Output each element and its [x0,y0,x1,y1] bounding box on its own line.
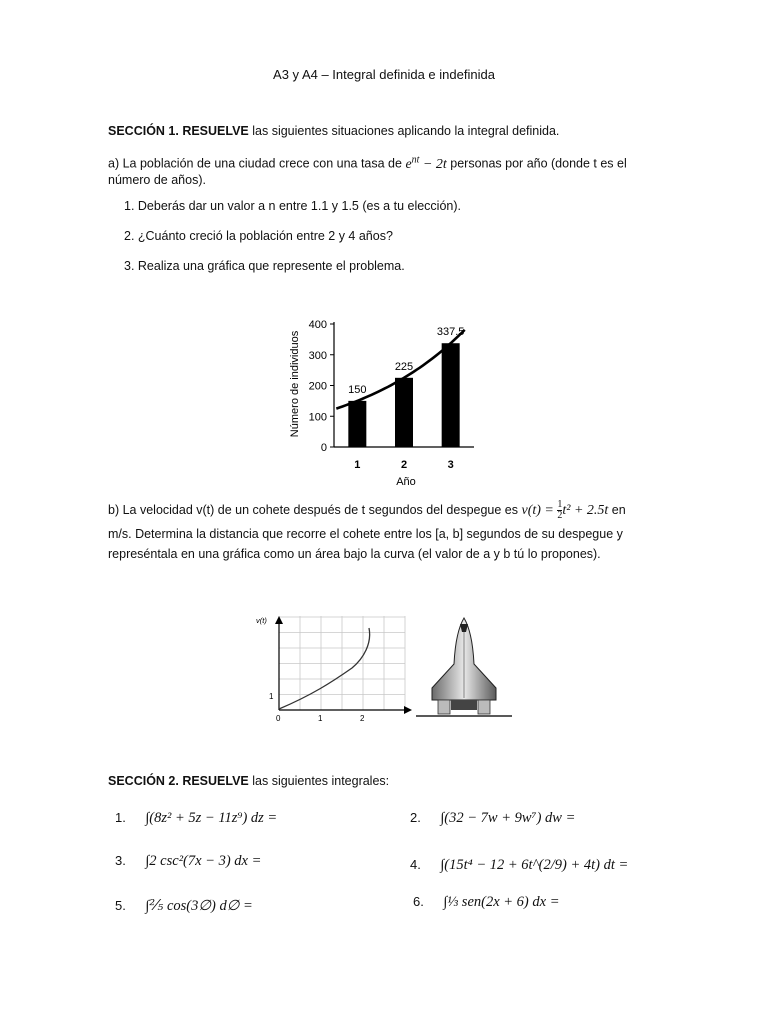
v-ytick-1: 1 [269,692,274,701]
part-b-formula: v(t) = $\frac{1}{2}$ t² + 2.5t [521,499,609,522]
part-a-line2: número de años). [108,173,206,187]
part-a-item-1: 1. Deberás dar un valor a n entre 1.1 y 1.5 (es a tu elección). [124,199,461,213]
section2-heading [108,771,668,791]
part-b-rest: en [608,503,626,517]
exercise-number: 5. [115,898,126,913]
exercise-number: 2. [410,810,421,825]
data-label-2: 225 [394,360,414,373]
section1-heading-bold: SECCIÓN 1. RESUELVE [108,124,249,138]
section1-heading [108,121,668,141]
v-x-arrow [404,706,412,714]
exercise-expression: ∫(32 − 7w + 9w⁷) dw = [440,810,576,826]
exercise-5 [115,898,253,915]
v-xtick-0: 0 [276,714,281,723]
velocity-curve [279,628,370,709]
exercise-number: 3. [115,853,126,868]
section2-heading-bold: SECCIÓN 2. RESUELVE [108,774,249,788]
part-a-item-2: 2. ¿Cuánto creció la población entre 2 y 4 años? [124,229,393,243]
y-tick-0: 0 [320,442,327,454]
y-axis-label: Número de individuos [289,330,301,438]
bar-2 [395,378,413,447]
x-tick-2: 2 [400,459,408,471]
exercise-expression: ∫(15t⁴ − 12 + 6t^(2/9) + 4t) dt = [440,857,629,873]
part-a-item-3: 3. Realiza una gráfica que represente el problema. [124,259,405,273]
part-a-lead: a) La población de una ciudad crece con una tasa de [108,156,406,171]
exercise-number: 6. [413,894,424,909]
right-booster [478,700,490,714]
velocity-graph [252,610,412,730]
part-b-line3: represéntala en una gráfica como un área bajo la curva (el valor de a y b tú lo propones). [108,547,601,561]
space-shuttle-illustration [414,614,514,720]
data-label-1: 150 [348,383,367,396]
part-b-lead: b) La velocidad v(t) de un cohete después de t segundos del despegue es [108,503,522,517]
part-a-formula: $e^{nt} - 2t$ [405,154,447,172]
exercise-4 [410,857,628,874]
bar-1 [348,401,366,447]
exercise-number: 4. [410,857,421,872]
v-y-label: v(t) [256,616,267,625]
x-axis-label: Año [396,476,416,488]
v-xtick-1: 1 [318,714,323,723]
x-tick-1: 1 [354,459,361,471]
exercise-6 [413,894,559,911]
v-xtick-2: 2 [360,714,365,723]
exercise-expression: ∫(8z² + 5z − 11z⁹) dz = [145,810,278,826]
y-tick-200: 200 [308,380,327,393]
y-tick-400: 400 [308,319,327,331]
engine-block [451,700,477,710]
part-b-line2: m/s. Determina la distancia que recorre el cohete entre los [a, b] segundos de su despegue y [108,527,623,541]
data-label-3: 337.5 [436,326,465,339]
document-title: A3 y A4 – Integral definida e indefinida [273,67,495,82]
part-a-rest: personas por año (donde t es el [446,156,627,171]
exercise-expression: ∫⅓ sen(2x + 6) dx = [443,894,560,910]
x-tick-3: 3 [447,459,454,471]
exercise-expression: ∫2 csc²(7x − 3) dx = [145,853,262,869]
part-b-line1 [108,500,668,521]
y-tick-300: 300 [308,349,327,362]
bar-3 [442,343,460,447]
y-tick-100: 100 [308,411,327,424]
exercise-expression: ∫⅖ cos(3∅) d∅ = [145,898,253,914]
population-bar-chart [282,312,482,492]
exercise-3 [115,853,261,870]
exercise-number: 1. [115,810,126,825]
section1-heading-rest: las siguientes situaciones aplicando la integral definida. [248,124,560,138]
section2-heading-rest: las siguientes integrales: [248,774,390,788]
exercise-1 [115,810,277,827]
left-booster [438,700,450,714]
exercise-2 [410,810,575,827]
